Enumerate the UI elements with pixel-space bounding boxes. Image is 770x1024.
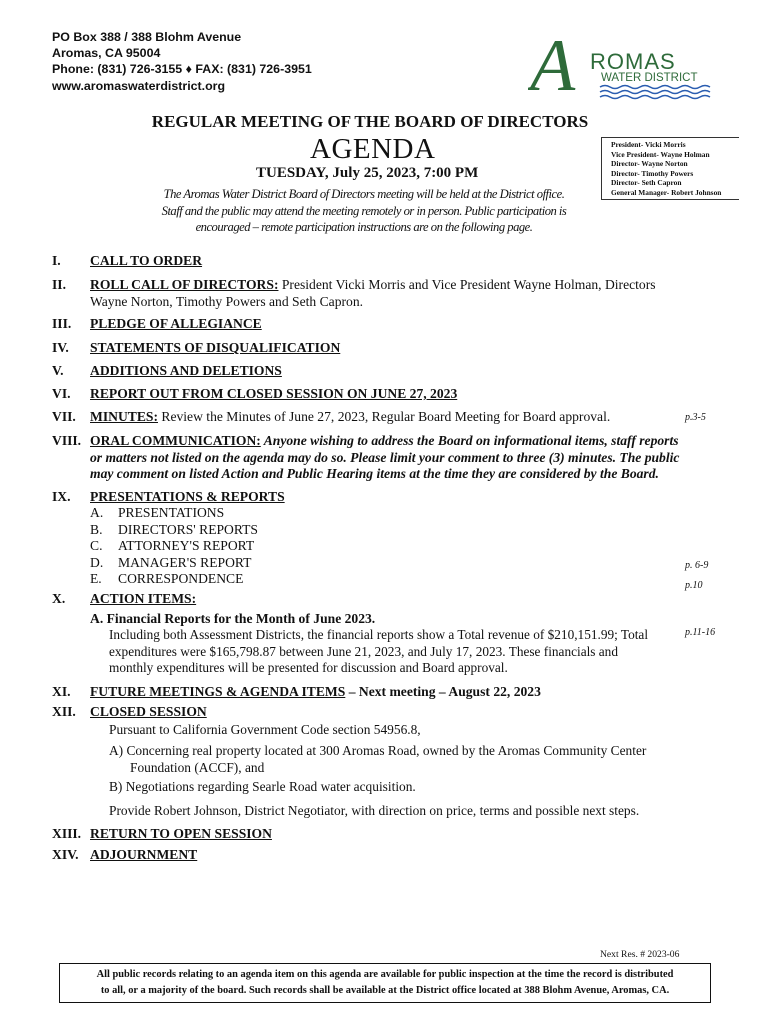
page-reference: p.11-16 (685, 627, 716, 638)
website-line: www.aromaswaterdistrict.org (52, 78, 226, 93)
financial-line: monthly expenditures will be presented for discussion and Board approval. (109, 660, 508, 676)
intro-line: Staff and the public may attend the meeting remotely or in person. Public participation is (161, 203, 567, 218)
item-number: IX. (52, 489, 71, 504)
item-title: CLOSED SESSION (90, 704, 207, 719)
closed-session-text: Provide Robert Johnson, District Negotiator, with direction on price, terms and possible next steps. (109, 803, 640, 818)
intro-line: encouraged – remote participation instructions are on the following page. (195, 220, 533, 234)
meeting-title: REGULAR MEETING OF THE BOARD OF DIRECTORS (151, 112, 589, 131)
item-title: CALL TO ORDER (90, 253, 203, 268)
item-number: X. (52, 591, 66, 606)
next-resolution-number: Next Res. # 2023-06 (600, 949, 680, 960)
address-line: PO Box 388 / 388 Blohm Avenue (52, 30, 242, 44)
item-number: V. (52, 363, 64, 378)
item-title: ORAL COMMUNICATION: (90, 433, 261, 448)
phone-fax-line: Phone: (831) 726-3155 ♦ FAX: (831) 726-3951 (52, 62, 312, 77)
water-wave-icon (600, 91, 710, 94)
logo-big-letter: A (530, 32, 576, 100)
item-text: – Next meeting – August 22, 2023 (345, 684, 541, 699)
item-title: MINUTES: (90, 409, 158, 424)
page-reference: p.10 (685, 580, 703, 591)
address-line: Aromas, CA 95004 (52, 46, 161, 61)
intro-line: The Aromas Water District Board of Directors meeting will be held at the District office. (163, 187, 565, 201)
financial-line: expenditures were $165,798.87 between June 21, 2023, and July 17, 2023. These financials and (109, 643, 618, 659)
district-address (52, 29, 312, 94)
report-subitem: C. ATTORNEY'S REPORT (90, 538, 255, 553)
closed-session-text: Pursuant to California Government Code section 54956.8, (109, 722, 421, 737)
item-title: FUTURE MEETINGS & AGENDA ITEMS (90, 684, 346, 699)
water-wave-icon (600, 86, 710, 89)
item-title: PLEDGE OF ALLEGIANCE (90, 316, 262, 331)
closed-session-text: Foundation (ACCF), and (130, 760, 265, 775)
closed-session-text: B) Negotiations regarding Searle Road water acquisition. (109, 779, 416, 794)
item-text: may comment on listed Action and Public Hearing items at the time they are considered by the Board. (90, 466, 659, 482)
logo-subtitle: WATER DISTRICT (601, 72, 698, 84)
public-records-notice (59, 963, 711, 1003)
item-text: Anyone wishing to address the Board on informational items, staff reports (260, 433, 679, 448)
financial-report-title: A. Financial Reports for the Month of June 2023. (90, 611, 376, 626)
item-title: REPORT OUT FROM CLOSED SESSION ON JUNE 27, 2023 (90, 386, 458, 401)
page-reference: p. 6-9 (685, 560, 709, 571)
item-title: ACTION ITEMS: (90, 591, 197, 606)
item-number: I. (52, 253, 61, 268)
item-number: VIII. (52, 433, 82, 448)
item-number: IV. (52, 340, 69, 355)
item-text: President Vicki Morris and Vice President Wayne Holman, Directors (278, 277, 656, 292)
water-wave-icon (600, 96, 710, 99)
district-logo (528, 32, 726, 100)
notice-line: to all, or a majority of the board. Such records shall be available at the District office located at 388 Blohm Avenue, Aromas, CA. (100, 985, 670, 996)
board-members-box (601, 137, 739, 200)
agenda-title: AGENDA (310, 133, 436, 165)
financial-report-text (109, 627, 662, 677)
item-number: II. (52, 277, 66, 292)
logo-graphic (528, 32, 726, 100)
item-number: VII. (52, 409, 76, 424)
page-reference: p.3-5 (685, 412, 706, 423)
report-subitem: E. CORRESPONDENCE (90, 571, 244, 586)
item-number: III. (52, 316, 72, 331)
item-title: ADJOURNMENT (90, 847, 198, 862)
notice-line: All public records relating to an agenda item on this agenda are available for public inspection at the time the record is distributed (96, 969, 674, 980)
report-subitem: A. PRESENTATIONS (90, 505, 225, 520)
item-number: XIV. (52, 847, 79, 862)
item-text: Wayne Norton, Timothy Powers and Seth Capron. (90, 293, 364, 309)
board-member: Vice President- Wayne Holman (611, 149, 710, 159)
item-title: ADDITIONS AND DELETIONS (90, 363, 282, 378)
board-member: Director- Timothy Powers (611, 168, 694, 178)
item-title: PRESENTATIONS & REPORTS (90, 489, 285, 504)
report-subitem: B. DIRECTORS' REPORTS (90, 522, 258, 537)
logo-name: ROMAS (590, 49, 676, 74)
closed-session-text: A) Concerning real property located at 300 Aromas Road, owned by the Aromas Community Center (109, 743, 647, 758)
meeting-intro (140, 186, 588, 236)
item-text: or matters not listed on the agenda may do so. Please limit your comment to three (3) minutes. The public (90, 449, 680, 465)
item-text: Review the Minutes of June 27, 2023, Regular Board Meeting for Board approval. (157, 409, 611, 424)
item-number: XIII. (52, 826, 82, 841)
item-title: STATEMENTS OF DISQUALIFICATION (90, 340, 341, 355)
financial-line: Including both Assessment Districts, the financial reports show a Total revenue of $210,151.99; Total (109, 627, 649, 642)
item-title: ROLL CALL OF DIRECTORS: (90, 277, 279, 292)
report-subitem: D. MANAGER'S REPORT (90, 555, 252, 570)
item-number: XI. (52, 684, 71, 699)
item-title: RETURN TO OPEN SESSION (90, 826, 272, 841)
board-member: President- Vicki Morris (611, 140, 686, 149)
board-member: Director- Seth Capron (611, 178, 682, 187)
item-number: VI. (52, 386, 71, 401)
board-member: General Manager- Robert Johnson (611, 187, 722, 197)
board-member: Director- Wayne Norton (611, 159, 688, 168)
item-number: XII. (52, 704, 76, 719)
meeting-date: TUESDAY, July 25, 2023, 7:00 PM (256, 165, 479, 181)
